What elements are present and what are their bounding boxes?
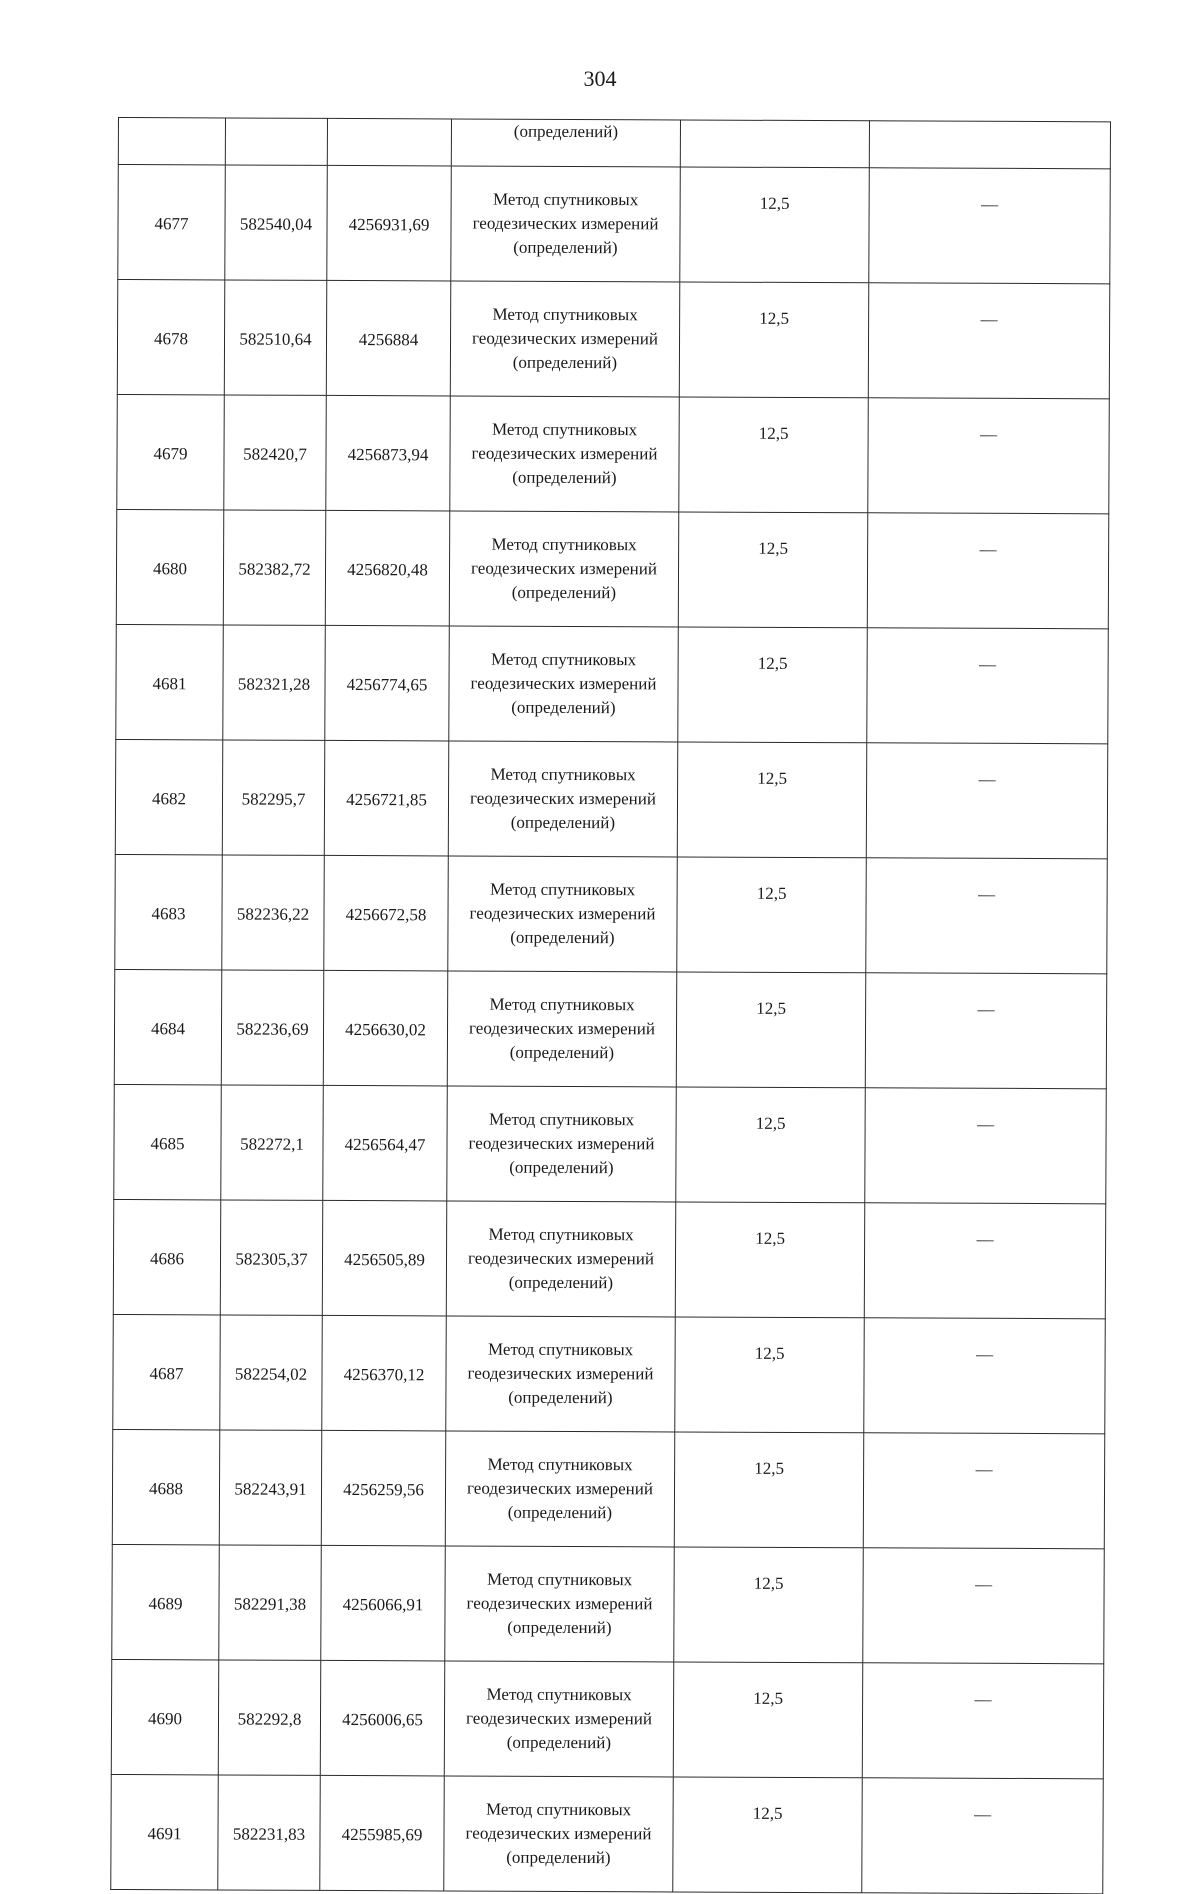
method-line: геодезических измерений [470, 673, 657, 694]
accuracy-cell: 12,5 [674, 1547, 864, 1663]
note-cell: — [864, 1318, 1105, 1434]
method-line: Метод спутниковых [489, 879, 636, 900]
point-id-cell: 4691 [111, 1774, 219, 1889]
method-line: геодезических измерений [470, 788, 657, 809]
point-id-cell [118, 118, 225, 165]
point-id-cell: 4684 [114, 969, 222, 1084]
method-cell: (определений) [451, 119, 680, 167]
point-id-cell: 4686 [113, 1199, 221, 1314]
note-cell: — [863, 1548, 1104, 1664]
point-id-cell: 4690 [111, 1659, 219, 1774]
point-id-cell: 4680 [116, 509, 224, 624]
y-coordinate-cell: 4256630,02 [323, 970, 448, 1086]
table-row [114, 1084, 1106, 1203]
point-id-cell: 4677 [118, 165, 226, 280]
page-number: 304 [583, 66, 617, 91]
method-line: (определений) [506, 1847, 611, 1868]
table-row [117, 280, 1109, 399]
note-cell [869, 121, 1110, 169]
y-coordinate-cell: 4256721,85 [324, 740, 449, 856]
method-line: геодезических измерений [469, 1018, 656, 1039]
y-coordinate-cell: 4256672,58 [324, 855, 449, 971]
x-coordinate-cell: 582510,64 [224, 280, 327, 395]
method-line: геодезических измерений [468, 1133, 655, 1154]
accuracy-cell: 12,5 [673, 1777, 863, 1893]
x-coordinate-cell: 582272,1 [221, 1085, 324, 1200]
table-row [111, 1659, 1103, 1778]
point-id-cell: 4682 [115, 739, 223, 854]
method-cell [450, 396, 679, 512]
accuracy-cell: 12,5 [679, 397, 869, 513]
method-line: (определений) [507, 1617, 612, 1638]
point-id-cell: 4685 [114, 1084, 222, 1199]
y-coordinate-cell: 4256066,91 [321, 1545, 446, 1661]
y-coordinate-cell: 4256259,56 [321, 1430, 446, 1546]
accuracy-cell: 12,5 [677, 857, 867, 973]
method-cell [448, 856, 677, 972]
note-cell: — [868, 398, 1109, 514]
table-row [116, 509, 1108, 628]
accuracy-cell [680, 120, 869, 168]
x-coordinate-cell: 582236,22 [222, 855, 325, 970]
y-coordinate-cell: 4256820,48 [325, 510, 450, 626]
method-line: (определений) [508, 1272, 614, 1293]
method-line: геодезических измерений [471, 558, 658, 579]
continuation-row [118, 118, 1110, 169]
method-line: геодезических измерений [465, 1823, 652, 1844]
x-coordinate-cell: 582321,28 [223, 625, 326, 740]
y-coordinate-cell: 4256370,12 [322, 1315, 447, 1431]
method-line: (определений) [508, 1387, 613, 1408]
table-row [111, 1774, 1103, 1893]
point-id-cell: 4688 [112, 1429, 220, 1544]
accuracy-cell: 12,5 [675, 1317, 864, 1433]
method-line: (определений) [510, 812, 616, 833]
method-line: Метод спутниковых [490, 764, 636, 785]
point-id-cell: 4679 [117, 394, 225, 509]
method-line: (определений) [513, 237, 618, 258]
x-coordinate-cell: 582254,02 [220, 1315, 323, 1430]
accuracy-cell: 12,5 [673, 1662, 863, 1778]
note-cell: — [863, 1433, 1104, 1549]
method-line: (определений) [511, 582, 617, 603]
method-line: (определений) [512, 352, 618, 373]
method-line: Метод спутниковых [487, 1339, 634, 1360]
table-row [114, 969, 1106, 1088]
accuracy-cell: 12,5 [680, 167, 870, 283]
method-cell [448, 741, 677, 857]
table-row [115, 854, 1107, 973]
method-line: Метод спутниковых [486, 1684, 632, 1705]
x-coordinate-cell: 582295,7 [222, 740, 325, 855]
point-id-cell: 4681 [116, 624, 224, 739]
method-cell [446, 1316, 675, 1432]
note-cell: — [862, 1778, 1103, 1894]
y-coordinate-cell [327, 118, 451, 166]
method-line: геодезических измерений [469, 903, 656, 924]
point-id-cell: 4689 [112, 1544, 220, 1659]
y-coordinate-cell: 4256884 [326, 280, 451, 396]
method-line: Метод спутниковых [492, 304, 638, 325]
accuracy-cell: 12,5 [676, 972, 866, 1088]
x-coordinate-cell: 582305,37 [220, 1200, 323, 1315]
x-coordinate-cell: 582243,91 [219, 1430, 322, 1545]
method-line: (определений) [506, 1732, 612, 1753]
note-cell: — [866, 743, 1107, 859]
method-cell [444, 1661, 673, 1777]
point-id-cell: 4678 [117, 280, 225, 395]
method-cell [447, 971, 676, 1087]
table-row [112, 1429, 1104, 1548]
note-cell: — [868, 283, 1109, 399]
accuracy-cell: 12,5 [678, 512, 868, 628]
method-line: геодезических измерений [471, 443, 658, 464]
method-line: геодезических измерений [466, 1708, 653, 1729]
method-line: (определений) [509, 1157, 614, 1178]
method-cell [446, 1201, 675, 1317]
accuracy-cell: 12,5 [678, 627, 867, 743]
method-line: Метод спутниковых [487, 1454, 633, 1475]
note-cell: — [869, 168, 1110, 284]
method-line: геодезических измерений [472, 213, 659, 234]
method-line: (определений) [512, 467, 617, 488]
method-cell [451, 166, 680, 282]
method-line: (определений) [511, 697, 616, 718]
table-row [115, 739, 1107, 858]
method-cell [447, 1086, 676, 1202]
accuracy-cell: 12,5 [677, 742, 866, 858]
method-line: Метод спутниковых [492, 419, 638, 440]
method-line: Метод спутниковых [489, 994, 635, 1015]
note-cell: — [865, 973, 1106, 1089]
note-cell: — [862, 1663, 1103, 1779]
method-line: (определений) [507, 1502, 613, 1523]
table-row [112, 1544, 1104, 1663]
method-line: геодезических измерений [468, 1248, 655, 1269]
coordinates-table [110, 117, 1111, 1894]
y-coordinate-cell: 4256873,94 [326, 395, 451, 511]
table-row [117, 394, 1109, 513]
y-coordinate-cell: 4256931,69 [327, 165, 452, 281]
table-row [116, 624, 1108, 743]
note-cell: — [865, 1088, 1106, 1204]
method-cell [445, 1546, 674, 1662]
accuracy-cell: 12,5 [679, 282, 869, 398]
y-coordinate-cell: 4256774,65 [325, 625, 450, 741]
x-coordinate-cell: 582540,04 [225, 165, 328, 280]
table-row [118, 165, 1110, 284]
note-cell: — [866, 858, 1107, 974]
accuracy-cell: 12,5 [675, 1202, 865, 1318]
method-cell [450, 281, 679, 397]
method-line: Метод спутниковых [485, 1799, 632, 1820]
method-line: Метод спутниковых [491, 534, 637, 555]
method-line: геодезических измерений [467, 1363, 654, 1384]
method-line: геодезических измерений [466, 1593, 653, 1614]
point-id-cell: 4687 [113, 1314, 221, 1429]
note-cell: — [864, 1203, 1105, 1319]
method-line: геодезических измерений [472, 328, 659, 349]
table-body [111, 118, 1111, 1894]
method-line: Метод спутниковых [491, 649, 637, 670]
method-cell [444, 1776, 673, 1892]
accuracy-cell: 12,5 [676, 1087, 866, 1203]
y-coordinate-cell: 4256505,89 [322, 1200, 447, 1316]
method-line: Метод спутниковых [486, 1569, 633, 1590]
note-cell: — [867, 628, 1108, 744]
method-cell [449, 511, 678, 627]
y-coordinate-cell: 4256564,47 [323, 1085, 448, 1201]
table-row [113, 1314, 1105, 1433]
x-coordinate-cell [225, 118, 327, 165]
y-coordinate-cell: 4256006,65 [320, 1660, 445, 1776]
x-coordinate-cell: 582291,38 [219, 1545, 322, 1660]
x-coordinate-cell: 582292,8 [218, 1660, 321, 1775]
x-coordinate-cell: 582382,72 [223, 510, 326, 625]
x-coordinate-cell: 582236,69 [221, 970, 324, 1085]
table-row [113, 1199, 1105, 1318]
note-cell: — [867, 513, 1108, 629]
method-line: Метод спутниковых [488, 1109, 635, 1130]
method-line: геодезических измерений [467, 1478, 654, 1499]
accuracy-cell: 12,5 [674, 1432, 864, 1548]
method-line: Метод спутниковых [493, 189, 639, 210]
method-line: (определений) [509, 1042, 615, 1063]
x-coordinate-cell: 582231,83 [218, 1775, 321, 1890]
method-line: (определений) [510, 927, 615, 948]
method-line: Метод спутниковых [488, 1224, 634, 1245]
x-coordinate-cell: 582420,7 [224, 395, 327, 510]
method-cell [445, 1431, 674, 1547]
y-coordinate-cell: 4255985,69 [320, 1775, 445, 1891]
point-id-cell: 4683 [115, 854, 223, 969]
method-cell [449, 626, 678, 742]
